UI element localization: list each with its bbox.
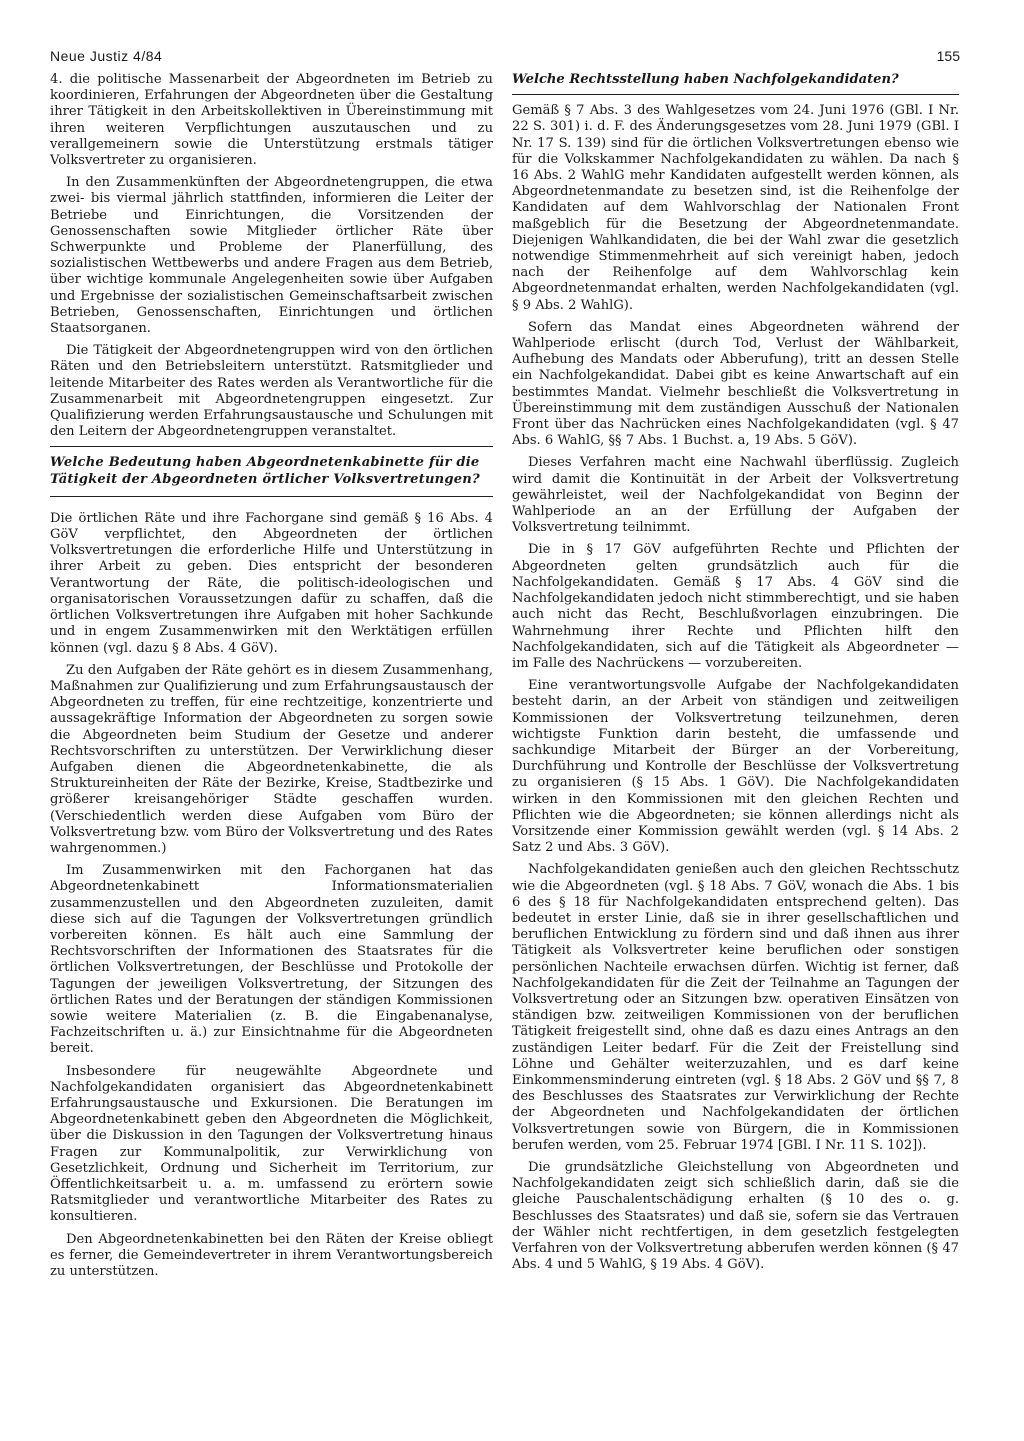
- section-heading: Welche Bedeutung haben Abgeordnetenkabinette für die Tätigkeit der Abgeordneten örtlicher Volksvertretungen?: [50, 455, 480, 487]
- paragraph: Sofern das Mandat eines Abgeordneten während der Wahlperiode erlischt (durch Tod, Verlust der Wählbarkeit, Aufhebung des Mandats oder Abberufung), tritt an dessen Stelle ein Nachfolgekandidat. Dabei gibt es keine Anwartschaft auf ein bestimmtes Mandat. Vielmehr beschließt die Volksvertretung in Übereinstimmung mit dem zuständigen Ausschuß der Nationalen Front über das Nachrücken eines Nachfolgekandidaten (vgl. § 47 Abs. 6 WahlG, §§ 7 Abs. 1 Buchst. a, 19 Abs. 5 GöV).: [512, 319, 959, 449]
- paragraph: Im Zusammenwirken mit den Fachorganen hat das Abgeordnetenkabinett Informationsmaterialien zusammenzustellen und den Abgeordneten zuzuleiten, damit diese sich auf die Tagungen der Volksvertretungen gründlich vorbereiten können. Es hält auch eine Sammlung der Rechtsvorschriften der Informationen des Staatsrates für die örtlichen Volksvertretungen, der Beschlüsse und Protokolle der Tagungen der jeweiligen Volksvertretung, der Sitzungen des örtlichen Rates und der Beratungen der ständigen Kommissionen sowie weitere Materialien (z. B. die Eingabenanalyse, Fachzeitschriften u. ä.) zur Einsichtnahme für die Abgeordneten bereit.: [50, 863, 493, 1057]
- right-column: [512, 72, 959, 1279]
- section-divider: [50, 496, 493, 497]
- journal-issue: Neue Justiz 4/84: [50, 48, 163, 64]
- paragraph: 4. die politische Massenarbeit der Abgeordneten im Betrieb zu koordinieren, Erfahrungen der Abgeordneten über die Gestaltung ihrer Tätigkeit in den Arbeitskollektiven in Übereinstimmung mit ihren weiteren Verpflichtungen auszutauschen und zu verallgemeinern sowie die Unterstützung erstmals tätiger Volksvertreter zu organisieren.: [50, 72, 493, 169]
- paragraph: Dieses Verfahren macht eine Nachwahl überflüssig. Zugleich wird damit die Kontinuität in der Arbeit der Volksvertretung gewährleistet, weil der Nachfolgekandidat von Beginn der Wahlperiode an an der Erfüllung der Aufgaben der Volksvertretung teilnimmt.: [512, 455, 959, 536]
- paragraph: Die grundsätzliche Gleichstellung von Abgeordneten und Nachfolgekandidaten zeigt sich schließlich darin, daß sie die gleiche Pauschalentschädigung erhalten (§ 10 des o. g. Beschlusses des Staatsrates) und daß sie, sofern sie das Vertrauen der Wähler nicht rechtfertigen, in dem gesetzlich festgelegten Verfahren von der Volksvertretung abberufen werden können (§ 47 Abs. 4 und 5 WahlG, § 19 Abs. 4 GöV).: [512, 1160, 959, 1273]
- section-divider: [50, 446, 493, 447]
- section-divider: [512, 94, 959, 95]
- paragraph: Zu den Aufgaben der Räte gehört es in diesem Zusammenhang, Maßnahmen zur Qualifizierung und zum Erfahrungsaustausch der Abgeordneten zu treffen, für eine rechtzeitige, konzentrierte und aussagekräftige Information der Abgeordneten zu sorgen sowie die Abgeordneten beim Studium der Gesetze und anderer Rechtsvorschriften zu unterstützen. Der Verwirklichung dieser Aufgaben dienen die Abgeordnetenkabinette, die als Struktureinheiten der Räte der Bezirke, Kreise, Stadtbezirke und größerer kreisangehöriger Städte geschaffen wurden. (Verschiedentlich werden diese Aufgaben vom Büro der Volksvertretung bzw. vom Büro der Volksvertretung und des Rates wahrgenommen.): [50, 662, 493, 856]
- paragraph: Die örtlichen Räte und ihre Fachorgane sind gemäß § 16 Abs. 4 GöV verpflichtet, den Abgeordneten der örtlichen Volksvertretungen die erforderliche Hilfe und Unterstützung in ihrer Arbeit zu geben. Dies entspricht der besonderen Verantwortung der Räte, die politisch-ideologischen und organisatorischen Voraussetzungen dafür zu schaffen, daß die örtlichen Volksvertretungen ihre Aufgaben mit hoher Sachkunde und in engem Zusammenwirken mit den Werktätigen erfüllen können (vgl. dazu § 8 Abs. 4 GöV).: [50, 510, 493, 656]
- paragraph: Eine verantwortungsvolle Aufgabe der Nachfolgekandidaten besteht darin, an der Arbeit von ständigen und zeitweiligen Kommissionen der Volksvertretung teilzunehmen, deren wichtigste Funktion darin besteht, die umfassende und sachkundige Mitarbeit der Bürger an der Vorbereitung, Durchführung und Kontrolle der Beschlüsse der Volksvertretung zu organisieren (§ 15 Abs. 1 GöV). Die Nachfolgekandidaten wirken in den Kommissionen mit den gleichen Rechten und Pflichten wie die Abgeordneten; sie können allerdings nicht als Vorsitzende einer Kommission gewählt werden (vgl. § 14 Abs. 2 Satz 2 und Abs. 3 GöV).: [512, 678, 959, 856]
- page-header: [50, 48, 960, 72]
- left-column: [50, 72, 493, 1286]
- paragraph: Nachfolgekandidaten genießen auch den gleichen Rechtsschutz wie die Abgeordneten (vgl. § 18 Abs. 7 GöV, wonach die Abs. 1 bis 6 des § 18 für Nachfolgekandidaten entsprechend gelten). Das bedeutet in erster Linie, daß sie in ihrer gesellschaftlichen und beruflichen Entwicklung zu fördern sind und daß ihnen aus ihrer Tätigkeit als Volksvertreter keine beruflichen oder sonstigen persönlichen Nachteile erwachsen dürfen. Wichtig ist ferner, daß Nachfolgekandidaten für die Zeit der Teilnahme an Tagungen der Volksvertretung oder an Sitzungen bzw. operativen Einsätzen von ständigen bzw. zeitweiligen Kommissionen von der beruflichen Tätigkeit freigestellt sind, ohne daß es dazu eines Antrags an den zuständigen Leiter bedarf. Für die Zeit der Freistellung sind Löhne und Gehälter weiterzuzahlen, und es darf keine Einkommensminderung eintreten (vgl. § 18 Abs. 2 GöV und §§ 7, 8 des Beschlusses des Staatsrates zur Verwirklichung der Rechte der Abgeordneten und Nachfolgekandidaten der örtlichen Volksvertretungen sowie von Bürgern, die in Kommissionen berufen werden, vom 25. Februar 1974 [GBl. I Nr. 11 S. 102]).: [512, 862, 959, 1153]
- paragraph: Die in § 17 GöV aufgeführten Rechte und Pflichten der Abgeordneten gelten grundsätzlich auch für die Nachfolgekandidaten. Gemäß § 17 Abs. 4 GöV sind die Nachfolgekandidaten jedoch nicht stimmberechtigt, und sie haben auch nicht das Recht, Beschlußvorlagen einzubringen. Die Wahrnehmung ihrer Rechte und Pflichten hilft den Nachfolgekandidaten, sich auf die Tätigkeit als Abgeordneter — im Falle des Nachrückens — vorzubereiten.: [512, 542, 959, 671]
- paragraph: Insbesondere für neugewählte Abgeordnete und Nachfolgekandidaten organisiert das Abgeordnetenkabinett Erfahrungsaustausche und Exkursionen. Die Beratungen im Abgeordnetenkabinett geben den Abgeordneten die Möglichkeit, über die Diskussion in den Tagungen der Volksvertretung hinaus Fragen zur Kommunalpolitik, zur Verwirklichung von Gesetzlichkeit, Ordnung und Sicherheit im Territorium, zur Öffentlichkeitsarbeit u. a. m. umfassend zu erörtern sowie Ratsmitglieder und verantwortliche Mitarbeiter des Rates zu konsultieren.: [50, 1063, 493, 1225]
- paragraph: In den Zusammenkünften der Abgeordnetengruppen, die etwa zwei- bis viermal jährlich stattfinden, informieren die Leiter der Betriebe und Einrichtungen, die Vorsitzenden der Genossenschaften sowie Mitglieder örtlicher Räte über Schwerpunkte und Probleme der Planerfüllung, des sozialistischen Wettbewerbs und andere Fragen aus dem Betrieb, über wichtige kommunale Angelegenheiten sowie über Aufgaben und Ergebnisse der sozialistischen Gemeinschaftsarbeit zwischen Betrieben, Genossenschaften, Einrichtungen und örtlichen Staatsorganen.: [50, 175, 493, 337]
- page-number: 155: [936, 48, 960, 64]
- paragraph: Den Abgeordnetenkabinetten bei den Räten der Kreise obliegt es ferner, die Gemeindevertreter in ihrem Verantwortungsbereich zu unterstützen.: [50, 1231, 493, 1280]
- paragraph: Die Tätigkeit der Abgeordnetengruppen wird von den örtlichen Räten und den Betriebsleitern unterstützt. Ratsmitglieder und leitende Mitarbeiter des Rates werden als Verantwortliche für die Zusammenarbeit mit Abgeordnetengruppen eingesetzt. Zur Qualifizierung werden Erfahrungsaustausche und Schulungen mit den Leitern der Abgeordnetengruppen veranstaltet.: [50, 343, 493, 440]
- paragraph: Gemäß § 7 Abs. 3 des Wahlgesetzes vom 24. Juni 1976 (GBl. I Nr. 22 S. 301) i. d. F. des Änderungsgesetzes vom 28. Juni 1979 (GBl. I Nr. 17 S. 139) sind für die örtlichen Volksvertretungen ebenso wie für die Volkskammer Nachfolgekandidaten zu wählen. Da nach § 16 Abs. 2 WahlG mehr Kandidaten aufgestellt werden können, als Abgeordnetenmandate zu besetzen sind, ist die Reihenfolge der Kandidaten auf dem Wahlvorschlag der Nationalen Front maßgeblich für die Besetzung der Abgeordnetenmandate. Diejenigen Wahlkandidaten, die bei der Wahl zwar die gesetzlich notwendige Stimmenmehrheit auf sich vereinigt haben, jedoch nach der Reihenfolge auf dem Wahlvorschlag kein Abgeordnetenmandat erhalten, werden Nachfolgekandidaten (vgl. § 9 Abs. 2 WahlG).: [512, 103, 959, 313]
- section-heading: Welche Rechtsstellung haben Nachfolgekandidaten?: [512, 72, 899, 87]
